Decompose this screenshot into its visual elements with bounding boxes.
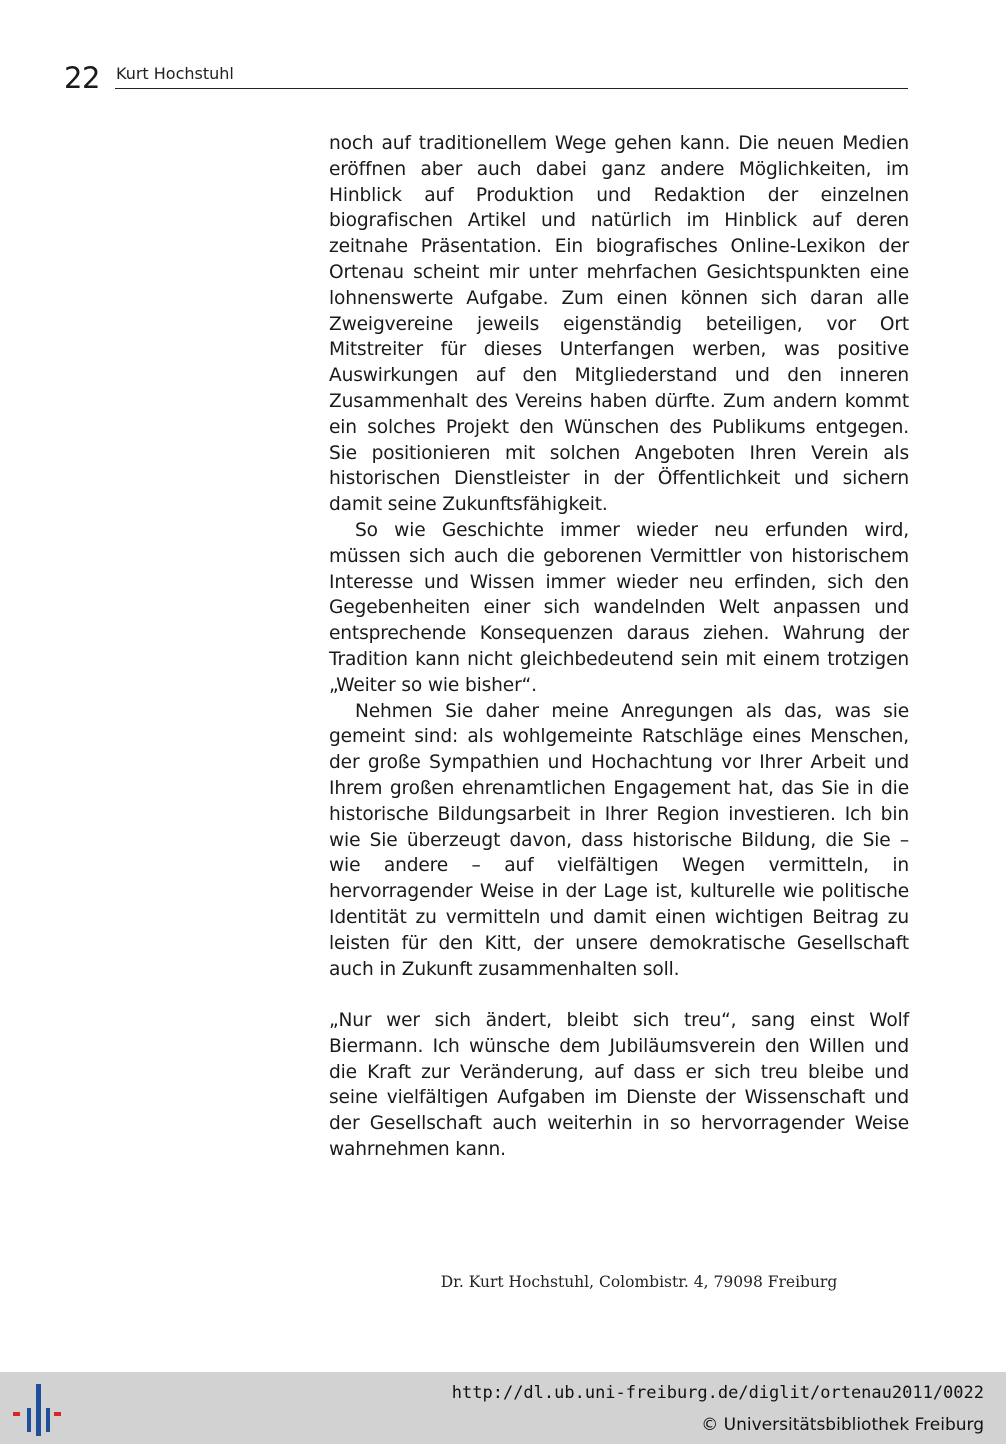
body-text [329,131,909,1163]
running-head-author: Kurt Hochstuhl [116,64,234,83]
header-rule [115,88,908,89]
footer-copyright: © Universitätsbibliothek Freiburg [701,1415,984,1435]
library-logo-icon [12,1384,64,1436]
paragraph: noch auf traditionellem Wege gehen kann. Die neuen Medien eröffnen aber auch dabei ganz andere Möglichkeiten, im Hinblick auf Produktion und Redaktion der einzelnen biografischen Artikel und natürlich im Hinblick auf deren zeitnahe Präsentation. Ein biografisches Online-Lexikon der Ortenau scheint mir unter mehrfachen Gesichtspunkten eine lohnenswerte Aufgabe. Zum einen können sich daran alle Zweigvereine jeweils eigenständig beteiligen, vor Ort Mitstreiter für dieses Unterfangen werben, was positive Auswirkungen auf den Mitgliederstand und den inneren Zusammenhalt des Vereins haben dürfte. Zum andern kommt ein solches Projekt den Wünschen des Publikums entgegen. Sie positionieren mit solchen Angeboten Ihren Verein als historischen Dienstleister in der Öffentlichkeit und sichern damit seine Zukunftsfähigkeit. [329,133,909,516]
footer-url-link[interactable]: http://dl.ub.uni-freiburg.de/diglit/ortenau2011/0022 [451,1383,984,1403]
author-address: Dr. Kurt Hochstuhl, Colombistr. 4, 79098 Freiburg [440,1273,838,1291]
footer-bar [0,1372,1006,1444]
running-head [62,61,910,95]
paragraph: „Nur wer sich ändert, bleibt sich treu“, sang einst Wolf Biermann. Ich wünsche dem Jubiläumsverein den Willen und die Kraft zur Veränderung, auf dass er sich treu bleibe und seine vielfältigen Aufgaben im Dienste der Wissenschaft und der Gesellschaft auch weiterhin in so hervorragender Weise wahrnehmen kann. [329,1010,909,1161]
page-number: 22 [64,61,100,95]
paragraph: Nehmen Sie daher meine Anregungen als das, was sie gemeint sind: als wohlgemeinte Ratschläge eines Menschen, der große Sympathien und Hochachtung vor Ihrer Arbeit und Ihrem großen ehrenamtlichen Engagement hat, das Sie in die historische Bildungsarbeit in Ihrer Region investieren. Ich bin wie Sie überzeugt davon, dass historische Bildung, die Sie – wie andere – auf vielfältigen Wegen vermitteln, in hervorragender Weise in der Lage ist, kulturelle wie politische Identität zu vermitteln und damit einen wichtigen Beitrag zu leisten für den Kitt, der unsere demokratische Gesellschaft auch in Zukunft zusammenhalten soll. [329,700,909,980]
paragraph: So wie Geschichte immer wieder neu erfunden wird, müssen sich auch die geborenen Vermittler von historischem Interesse und Wissen immer wieder neu erfinden, sich den Gegebenheiten einer sich wandelnden Welt anpassen und entsprechende Konsequenzen daraus ziehen. Wahrung der Tradition kann nicht gleichbedeutend sein mit einem trotzigen „Weiter so wie bisher“. [329,519,909,696]
